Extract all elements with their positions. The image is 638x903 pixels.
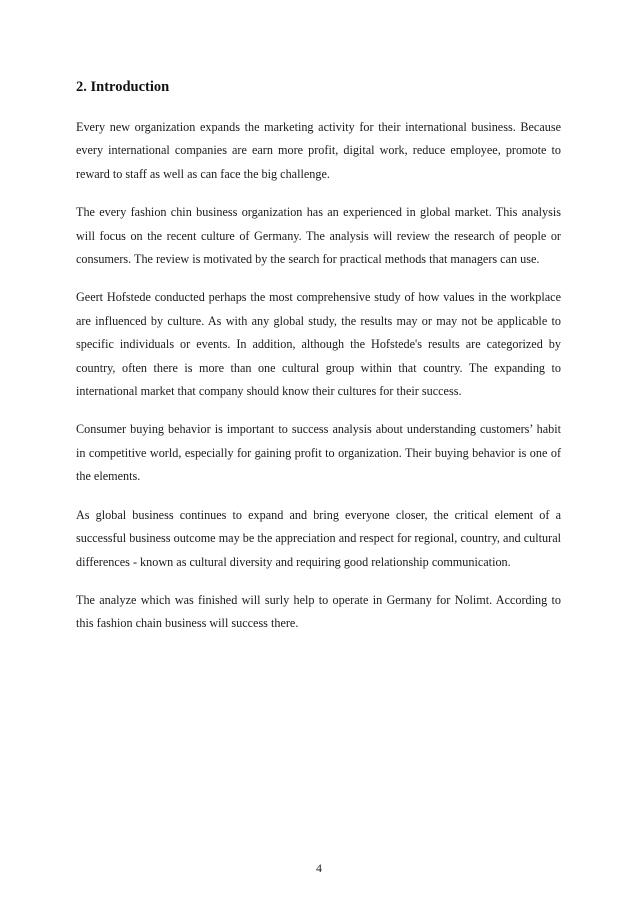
paragraph-5: As global business continues to expand and bring everyone closer, the critical element of a successful business outcome may be the appreciation and respect for regional, country, and cultural differences - known as cultural diversity and requiring good relationship communication.	[76, 507, 561, 569]
paragraph-3: Geert Hofstede conducted perhaps the most comprehensive study of how values in the workplace are influenced by culture. As with any global study, the results may or may not be applicable to specific individuals or events. In addition, although the Hofstede's results are categorized by country, often there is more than one cultural group within that country. The expanding to international market that company should know their cultures for their success.	[76, 290, 561, 399]
body-text	[76, 116, 561, 651]
paragraph-6: The analyze which was finished will surly help to operate in Germany for Nolimt. According to this fashion chain business will success there.	[76, 592, 561, 631]
paragraph-2: The every fashion chin business organization has an experienced in global market. This analysis will focus on the recent culture of Germany. The analysis will review the research of people or consumers. The review is motivated by the search for practical methods that managers can use.	[76, 205, 561, 267]
paragraph-4: Consumer buying behavior is important to success analysis about understanding customers’ habit in competitive world, especially for gaining profit to organization. Their buying behavior is one of the elements.	[76, 422, 561, 484]
section-heading: 2. Introduction	[76, 79, 170, 95]
page-number: 4	[316, 861, 322, 875]
paragraph-1: Every new organization expands the marketing activity for their international business. Because every international companies are earn more profit, digital work, reduce employee, promote to reward to staff as well as can face the big challenge.	[76, 120, 561, 181]
